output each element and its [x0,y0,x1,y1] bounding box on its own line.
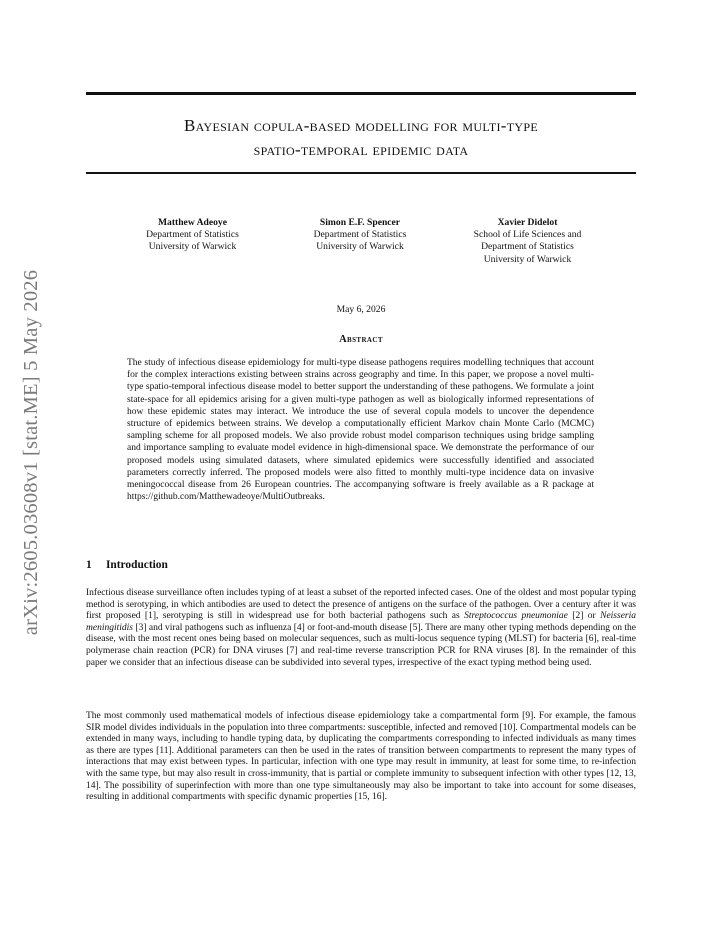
species-name: Neisseria meningitidis [86,611,636,633]
author-affiliation: University of Warwick [148,241,237,253]
author-affiliation: University of Warwick [316,241,404,253]
author-name: Matthew Adeoye [157,217,227,228]
introduction-paragraph-1 [86,588,636,669]
author-name: Simon E.F. Spencer [319,217,401,228]
author-block [445,217,610,266]
section-title: Introduction [106,559,168,571]
abstract-text: The study of infectious disease epidemiology for multi-type disease pathogens requires modelling techniques that account for the complex interactions existing between strains across geography and time. In this paper, we propose a novel multi-type spatio-temporal infectious disease model to better support the understanding of these pathogens. We formulate a joint state-space for all epidemics arising for a given multi-type pathogen as well as biologically informed representations of how these epidemic states may interact. We introduce the use of several copula models to uncover the dependence structure of epidemics between strains. We develop a computationally efficient Markov chain Monte Carlo (MCMC) sampling scheme for all proposed models. We also provide robust model comparison techniques using bridge sampling and importance sampling to evaluate model evidence in high-dimensional space. We demonstrate the performance of our proposed models using simulated datasets, where simulated epidemics were successfully identified and associated parameters correctly inferred. The proposed models were also fitted to monthly multi-type incidence data on invasive meningococcal disease from 26 European countries. The accompanying software is freely available as a R package at https://github.com/Matthewadeoye/MultiOutbreaks. [127,358,594,503]
paper-title-line-1: Bayesian copula-based modelling for multi-type [184,116,538,135]
introduction-paragraph-2: The most commonly used mathematical models of infectious disease epidemiology take a compartmental form [9]. For example, the famous SIR model divides individuals in the population into three compartments: susceptible, infected and removed [10]. Compartmental models can be extended in many ways, including to handle typing data, by duplicating the compartments corresponding to infected individuals as many times as there are types [11]. Additional parameters can then be used in the rates of transition between compartments to represent the many types of interactions that may exist between types. In particular, infection with one type may result in immunity, at least for some time, to re-infection with the same type, but may also result in cross-immunity, that is partial or complete immunity to subsequent infection with other types [12, 13, 14]. The possibility of superinfection with more than one type simultaneously may also be important to take into account for some diseases, resulting in additional compartments with specific dynamic properties [15, 16]. [86,711,636,803]
paper-title [86,114,636,162]
paragraph-text: Infectious disease surveillance often includes typing of at least a subset of the reported infected cases. One of the oldest and most popular typing method is serotyping, in which antibodies are used to detect the presence of antigens on the surface of the pathogen. Over a century after it was first proposed [1], serotyping is still in widespread use for both bacterial pathogens such as [86,588,636,622]
title-top-rule [86,92,636,95]
paragraph-text: [2] or [567,611,601,622]
author-name: Xavier Didelot [497,217,558,228]
author-block [278,217,443,266]
species-name: Streptococcus pneumoniae [464,611,568,622]
paper-date: May 6, 2026 [336,304,386,315]
section-number: 1 [86,559,92,571]
author-affiliation: Department of Statistics [313,229,407,241]
author-list [110,217,610,266]
section-heading [86,559,636,571]
author-affiliation: Department of Statistics [481,241,574,253]
arxiv-identifier-text: arXiv:2605.03608v1 [stat.ME] 5 May 2026 [20,269,43,635]
author-affiliation: School of Life Sciences and [473,229,582,241]
paragraph-text: [3] and viral pathogens such as influenza [4] or foot-and-mouth disease [5]. There are many other typing methods depending on the disease, with the most recent ones being based on molecular sequences, such as multi-locus sequence typing (MLST) for bacteria [6], real-time polymerase chain reaction (PCR) for DNA viruses [7] and real-time reverse transcription PCR for RNA viruses [8]. In the remainder of this paper we consider that an infectious disease can be subdivided into several types, irrespective of the exact typing method being used. [86,622,636,668]
author-affiliation: Department of Statistics [146,229,239,241]
title-bottom-rule [86,172,636,174]
abstract-heading: Abstract [339,334,383,345]
author-block [110,217,275,266]
arxiv-identifier-stamp [12,262,52,642]
paper-title-line-2: spatio-temporal epidemic data [253,140,469,159]
author-affiliation: University of Warwick [483,253,572,265]
